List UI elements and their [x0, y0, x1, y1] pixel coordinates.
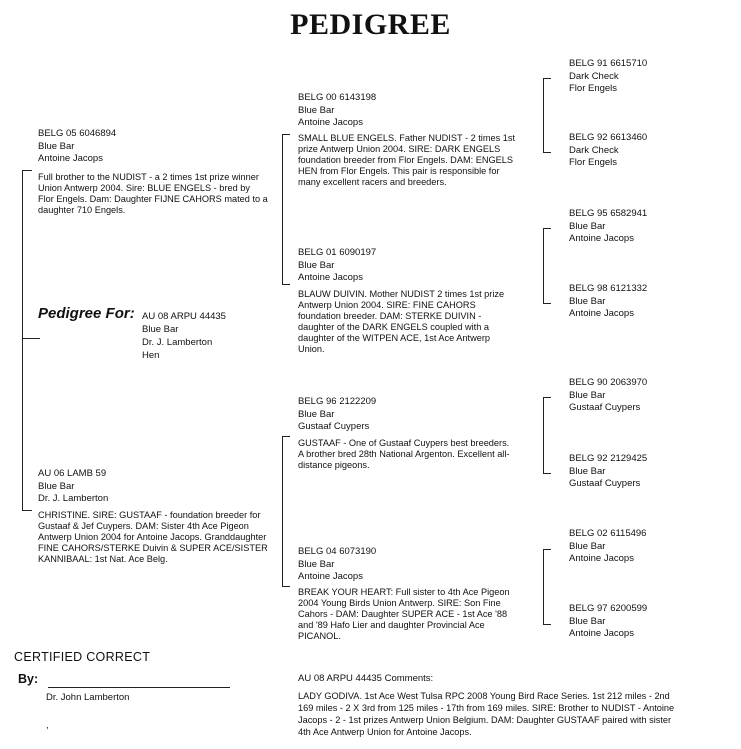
subject-owner: Dr. J. Lamberton: [142, 337, 213, 348]
gen3-breeder: Antoine Jacops: [298, 571, 363, 582]
sire-entry: [38, 128, 116, 166]
gen4-color: Dark Check: [569, 70, 619, 82]
gen4-color: Blue Bar: [569, 295, 606, 307]
gen4-color: Dark Check: [569, 144, 619, 156]
gen3-breeder: Antoine Jacops: [298, 272, 363, 283]
gen4-band: BELG 02 6115496: [569, 528, 647, 539]
signature-line: [48, 687, 230, 688]
subject-sex: Hen: [142, 350, 160, 361]
by-label: By:: [18, 672, 39, 686]
gen4-entry: [569, 453, 647, 491]
gen3-entry: [298, 396, 376, 434]
gen4-color: Blue Bar: [569, 615, 606, 627]
gen3-band: BELG 96 2122209: [298, 396, 377, 407]
page-title: PEDIGREE: [290, 8, 451, 41]
gen4-breeder: Antoine Jacops: [569, 628, 634, 639]
sire-color: Blue Bar: [38, 140, 75, 152]
sire-band: BELG 05 6046894: [38, 128, 117, 139]
gen4-breeder: Antoine Jacops: [569, 233, 634, 244]
gen4-entry: [569, 58, 647, 96]
gen4-color: Blue Bar: [569, 465, 606, 477]
gen3-entry: [298, 92, 376, 130]
gen3-band: BELG 01 6090197: [298, 247, 377, 258]
gen4-band: BELG 97 6200599: [569, 603, 648, 614]
gen3-breeder: Gustaaf Cuypers: [298, 421, 370, 432]
gen3-band: BELG 04 6073190: [298, 546, 377, 557]
sire-note: Full brother to the NUDIST - a 2 times 1st prize winner Union Antwerp 2004. Sire: BLUE ENGELS - bred by Flor Engels. Dam: Daughter FIJNE CAHORS mated to a daughter 710 Engels.: [38, 172, 268, 215]
gen4-band: BELG 90 2063970: [569, 377, 648, 388]
dam-breeder: Dr. J. Lamberton: [38, 493, 109, 504]
comments-heading: AU 08 ARPU 44435 Comments:: [298, 673, 434, 684]
gen4-band: BELG 98 6121332: [569, 283, 648, 294]
gen4-entry: [569, 283, 647, 321]
gen3-note: GUSTAAF - One of Gustaaf Cuypers best breeders. A brother bred 28th National Argenton. Excellent all-distance pigeons.: [298, 438, 510, 470]
gen4-color: Blue Bar: [569, 220, 606, 232]
gen4-band: BELG 91 6615710: [569, 58, 648, 69]
comments-text: LADY GODIVA. 1st Ace West Tulsa RPC 2008 Young Bird Race Series. 1st 212 miles - 2nd 169 miles - 2 X 3rd from 125 miles - 17th from 169 miles. SIRE: Brother to NUDIST - Antoine Jacops - 2 - 1st prizes Antwerp Union Belgium. DAM: Daughter GUSTAAF paired with sister 4th Ace Antwerp Union for Antoine Jacops.: [298, 691, 675, 737]
gen4-breeder: Flor Engels: [569, 157, 618, 168]
gen4-breeder: Gustaaf Cuypers: [569, 478, 641, 489]
gen4-color: Blue Bar: [569, 540, 606, 552]
gen4-breeder: Gustaaf Cuypers: [569, 402, 641, 413]
gen4-band: BELG 92 6613460: [569, 132, 648, 143]
gen4-color: Blue Bar: [569, 389, 606, 401]
pedigree-for-label: Pedigree For:: [38, 305, 135, 322]
gen4-entry: [569, 208, 647, 246]
dam-note: CHRISTINE. SIRE: GUSTAAF - foundation breeder for Gustaaf & Jef Cuypers. DAM: Sister 4th Ace Pigeon Antwerp Union 2004 for Antoine Jacops. Granddaughter FINE CAHORS/STERKE Duivin & SUPER ACE/SISTER KANNIBAAL: 1st Nat. Ace Belg.: [38, 510, 268, 564]
certified-heading: CERTIFIED CORRECT: [14, 650, 151, 664]
gen4-band: BELG 95 6582941: [569, 208, 648, 219]
gen3-breeder: Antoine Jacops: [298, 117, 363, 128]
signature-mark: ,: [46, 720, 49, 731]
dam-entry: [38, 468, 108, 506]
gen3-color: Blue Bar: [298, 259, 335, 271]
signer-name: Dr. John Lamberton: [46, 692, 130, 703]
gen3-color: Blue Bar: [298, 104, 335, 116]
gen3-note: BREAK YOUR HEART: Full sister to 4th Ace Pigeon 2004 Young Birds Union Antwerp. SIRE: Son Fine Cahors - DAM: Daughter SUPER ACE - 1st Ace '88 and '89 Hafo Lier and daughter Provincial Ace PICANOL.: [298, 587, 510, 641]
gen4-entry: [569, 528, 646, 566]
dam-band: AU 06 LAMB 59: [38, 468, 107, 479]
gen3-color: Blue Bar: [298, 558, 335, 570]
subject-entry: [142, 310, 226, 362]
gen3-note: SMALL BLUE ENGELS. Father NUDIST - 2 times 1st prize Antwerp Union 2004. SIRE: DARK ENGELS foundation breeder from Flor Engels. DAM: ENGELS HEN from Flor Engels. This pair is responsible for many excellent racers and breeders.: [298, 133, 515, 187]
dam-color: Blue Bar: [38, 480, 75, 492]
gen3-band: BELG 00 6143198: [298, 92, 377, 103]
gen4-entry: [569, 132, 647, 170]
gen3-color: Blue Bar: [298, 408, 335, 420]
gen4-entry: [569, 377, 647, 415]
subject-band: AU 08 ARPU 44435: [142, 311, 226, 322]
gen3-entry: [298, 247, 376, 285]
gen4-breeder: Flor Engels: [569, 83, 618, 94]
gen4-breeder: Antoine Jacops: [569, 553, 634, 564]
gen3-note: BLAUW DUIVIN. Mother NUDIST 2 times 1st prize Antwerp Union 2004. SIRE: FINE CAHORS foundation breeder. DAM: STERKE DUIVIN - daughter of the DARK ENGELS coupled with a daughter of the WITPEN ACE, 1st Ace Antwerp Union.: [298, 289, 505, 354]
gen4-breeder: Antoine Jacops: [569, 308, 634, 319]
sire-breeder: Antoine Jacops: [38, 153, 103, 164]
subject-color: Blue Bar: [142, 324, 179, 335]
gen4-entry: [569, 603, 647, 641]
gen4-band: BELG 92 2129425: [569, 453, 648, 464]
gen3-entry: [298, 546, 376, 584]
